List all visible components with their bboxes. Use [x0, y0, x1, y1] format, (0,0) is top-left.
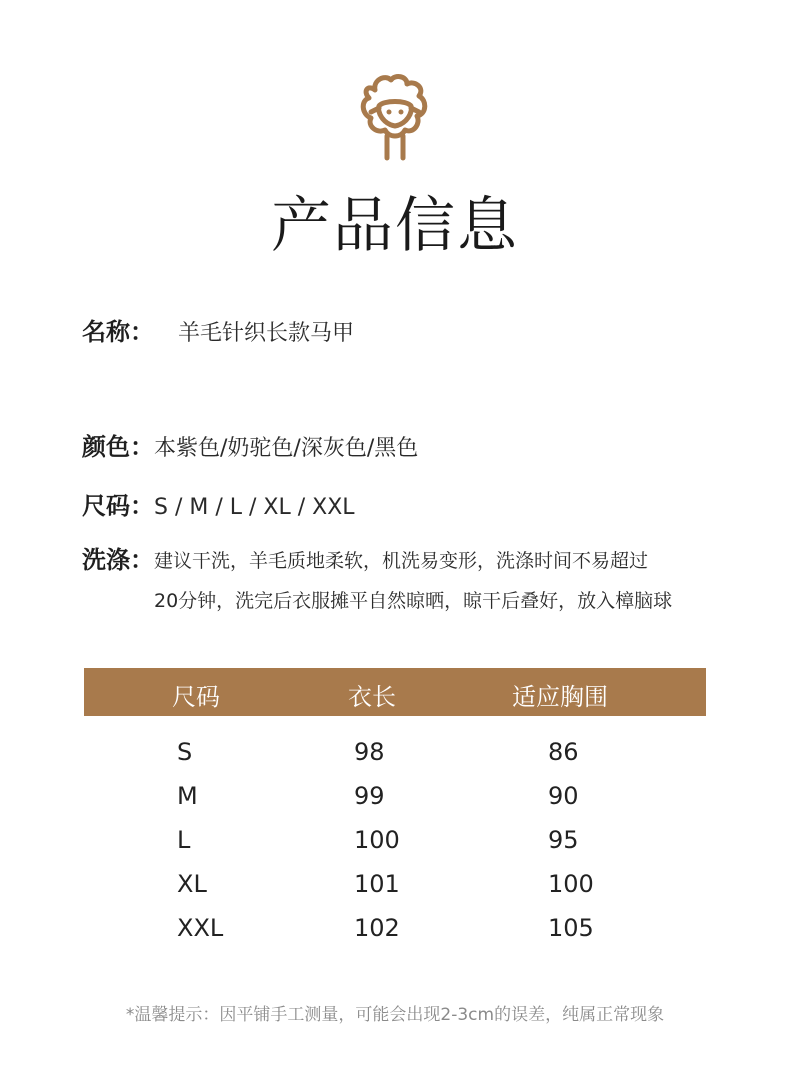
info-wash-row [82, 545, 714, 621]
cell-chest: 86 [548, 738, 579, 766]
header-chest: 适应胸围 [512, 683, 608, 711]
cell-chest: 95 [548, 826, 579, 854]
page-title: 产品信息 [271, 191, 519, 261]
table-row [0, 826, 790, 866]
cell-chest: 100 [548, 870, 594, 898]
size-value: S / M / L / XL / XXL [154, 495, 355, 520]
cell-length: 101 [354, 870, 400, 898]
size-table-header [84, 668, 706, 716]
sheep-icon [355, 72, 435, 164]
size-label: 尺码： [82, 492, 154, 520]
info-color-row [82, 427, 418, 462]
cell-size: L [177, 826, 191, 854]
header-size: 尺码 [172, 683, 220, 711]
name-value: 羊毛针织长款马甲 [178, 321, 355, 346]
table-row [0, 782, 790, 822]
cell-length: 99 [354, 782, 385, 810]
info-name-row [82, 312, 354, 347]
measurement-note: *温馨提示：因平铺手工测量，可能会出现2-3cm的误差，纯属正常现象 [125, 1005, 665, 1025]
cell-chest: 90 [548, 782, 579, 810]
info-size-row [82, 486, 355, 521]
cell-size: XL [177, 870, 207, 898]
color-value: 本紫色/奶驼色/深灰色/黑色 [154, 436, 419, 461]
cell-size: S [177, 738, 193, 766]
table-row [0, 870, 790, 910]
table-row [0, 914, 790, 954]
cell-chest: 105 [548, 914, 594, 942]
cell-length: 98 [354, 738, 385, 766]
wash-line-2: 20分钟，洗完后衣服摊平自然晾晒，晾干后叠好，放入樟脑球 [154, 590, 673, 612]
cell-size: XXL [177, 914, 224, 942]
name-label: 名称： [82, 318, 154, 346]
color-label: 颜色： [82, 433, 154, 461]
table-row [0, 738, 790, 778]
cell-length: 100 [354, 826, 400, 854]
wash-label: 洗涤： [82, 546, 154, 574]
cell-length: 102 [354, 914, 400, 942]
wash-instructions [154, 541, 714, 621]
wash-line-1: 建议干洗，羊毛质地柔软，机洗易变形，洗涤时间不易超过 [154, 550, 649, 572]
header-length: 衣长 [348, 683, 396, 711]
cell-size: M [177, 782, 198, 810]
